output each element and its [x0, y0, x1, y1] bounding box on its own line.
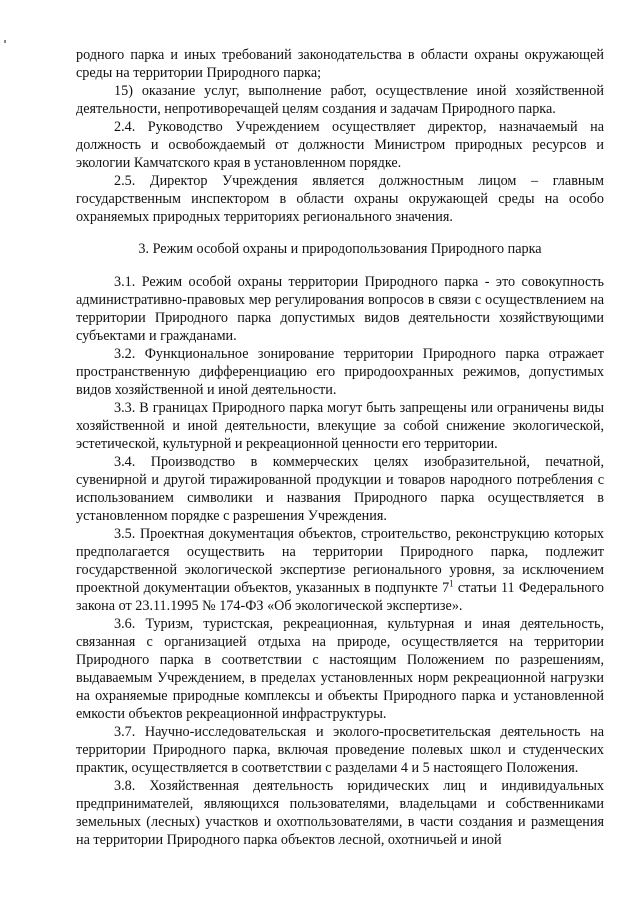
paragraph-2-5: 2.5. Директор Учреждения является должностным лицом – главным государственным инспектором в области охраны окружающей среды на особо охраняемых природных территориях регионального значения. [76, 173, 604, 225]
paragraph-3-5-text: 3.5. Проектная документация объектов, строительство, реконструкцию которых предполагается осуществить на территории Природного парка, подлежит государственной экологической экспертизе регионального уровня, за исключением проектной документации объектов, указанных в подпункте 7 [76, 526, 604, 596]
paragraph-3-4: 3.4. Производство в коммерческих целях изобразительной, печатной, сувенирной и другой тиражированной продукции и товаров народного потребления с использованием символики и названия Природного парка осуществляется в установленном порядке с разрешения Учреждения. [76, 454, 604, 524]
paragraph-3-5-text-end: статьи 11 Федерального закона от 23.11.1995 № 174-ФЗ «Об экологической экспертизе». [76, 580, 604, 614]
paragraph-3-2: 3.2. Функциональное зонирование территории Природного парка отражает пространственную дифференциацию его природоохранных режимов, допустимых видов хозяйственной и иной деятельности. [76, 346, 604, 398]
section-heading: 3. Режим особой охраны и природопользования Природного парка [138, 241, 542, 257]
paragraph-item-15: 15) оказание услуг, выполнение работ, осуществление иной хозяйственной деятельности, непротиворечащей целям создания и задачам Природного парка. [76, 83, 604, 117]
paragraph-3-8: 3.8. Хозяйственная деятельность юридических лиц и индивидуальных предпринимателей, являющихся пользователями, владельцами и собственниками земельных (лесных) участков и охотпользователями, в части создания и размещения на территории Природного парка объектов лесной, охотничьей и иной [76, 778, 604, 848]
paragraph-3-7: 3.7. Научно-исследовательская и эколого-просветительская деятельность на территории Природного парка, включая проведение полевых школ и студенческих практик, осуществляется в соответствии с разделами 4 и 5 настоящего Положения. [76, 724, 604, 776]
paragraph-3-5 [76, 525, 604, 615]
paragraph-continuation: родного парка и иных требований законодательства в области охраны окружающей среды на территории Природного парка; [76, 47, 604, 81]
paragraph-3-3: 3.3. В границах Природного парка могут быть запрещены или ограничены виды хозяйственной и иной деятельности, влекущие за собой снижение экологической, эстетической, культурной и рекреационной ценности его территории. [76, 400, 604, 452]
paragraph-3-1: 3.1. Режим особой охраны территории Природного парка - это совокупность административно-правовых мер регулирования вопросов в связи с осуществлением на территории Природного парка допустимых видов деятельности хозяйствующими субъектами и гражданами. [76, 274, 604, 344]
paragraph-2-4: 2.4. Руководство Учреждением осуществляет директор, назначаемый на должность и освобождаемый от должности Министром природных ресурсов и экологии Камчатского края в установленном порядке. [76, 119, 604, 171]
superscript-marker: 1 [449, 578, 454, 589]
scan-mark [4, 40, 6, 43]
paragraph-3-6: 3.6. Туризм, туристская, рекреационная, культурная и иная деятельность, связанная с организацией отдыха на природе, осуществляется на территории Природного парка в соответствии с настоящим Положением по разрешениям, выдаваемым Учреждением, в пределах установленных норм рекреационной нагрузки на охраняемые природные комплексы и объекты Природного парка и установленной емкости объектов рекреационной инфраструктуры. [76, 616, 604, 722]
document-body [76, 46, 604, 849]
